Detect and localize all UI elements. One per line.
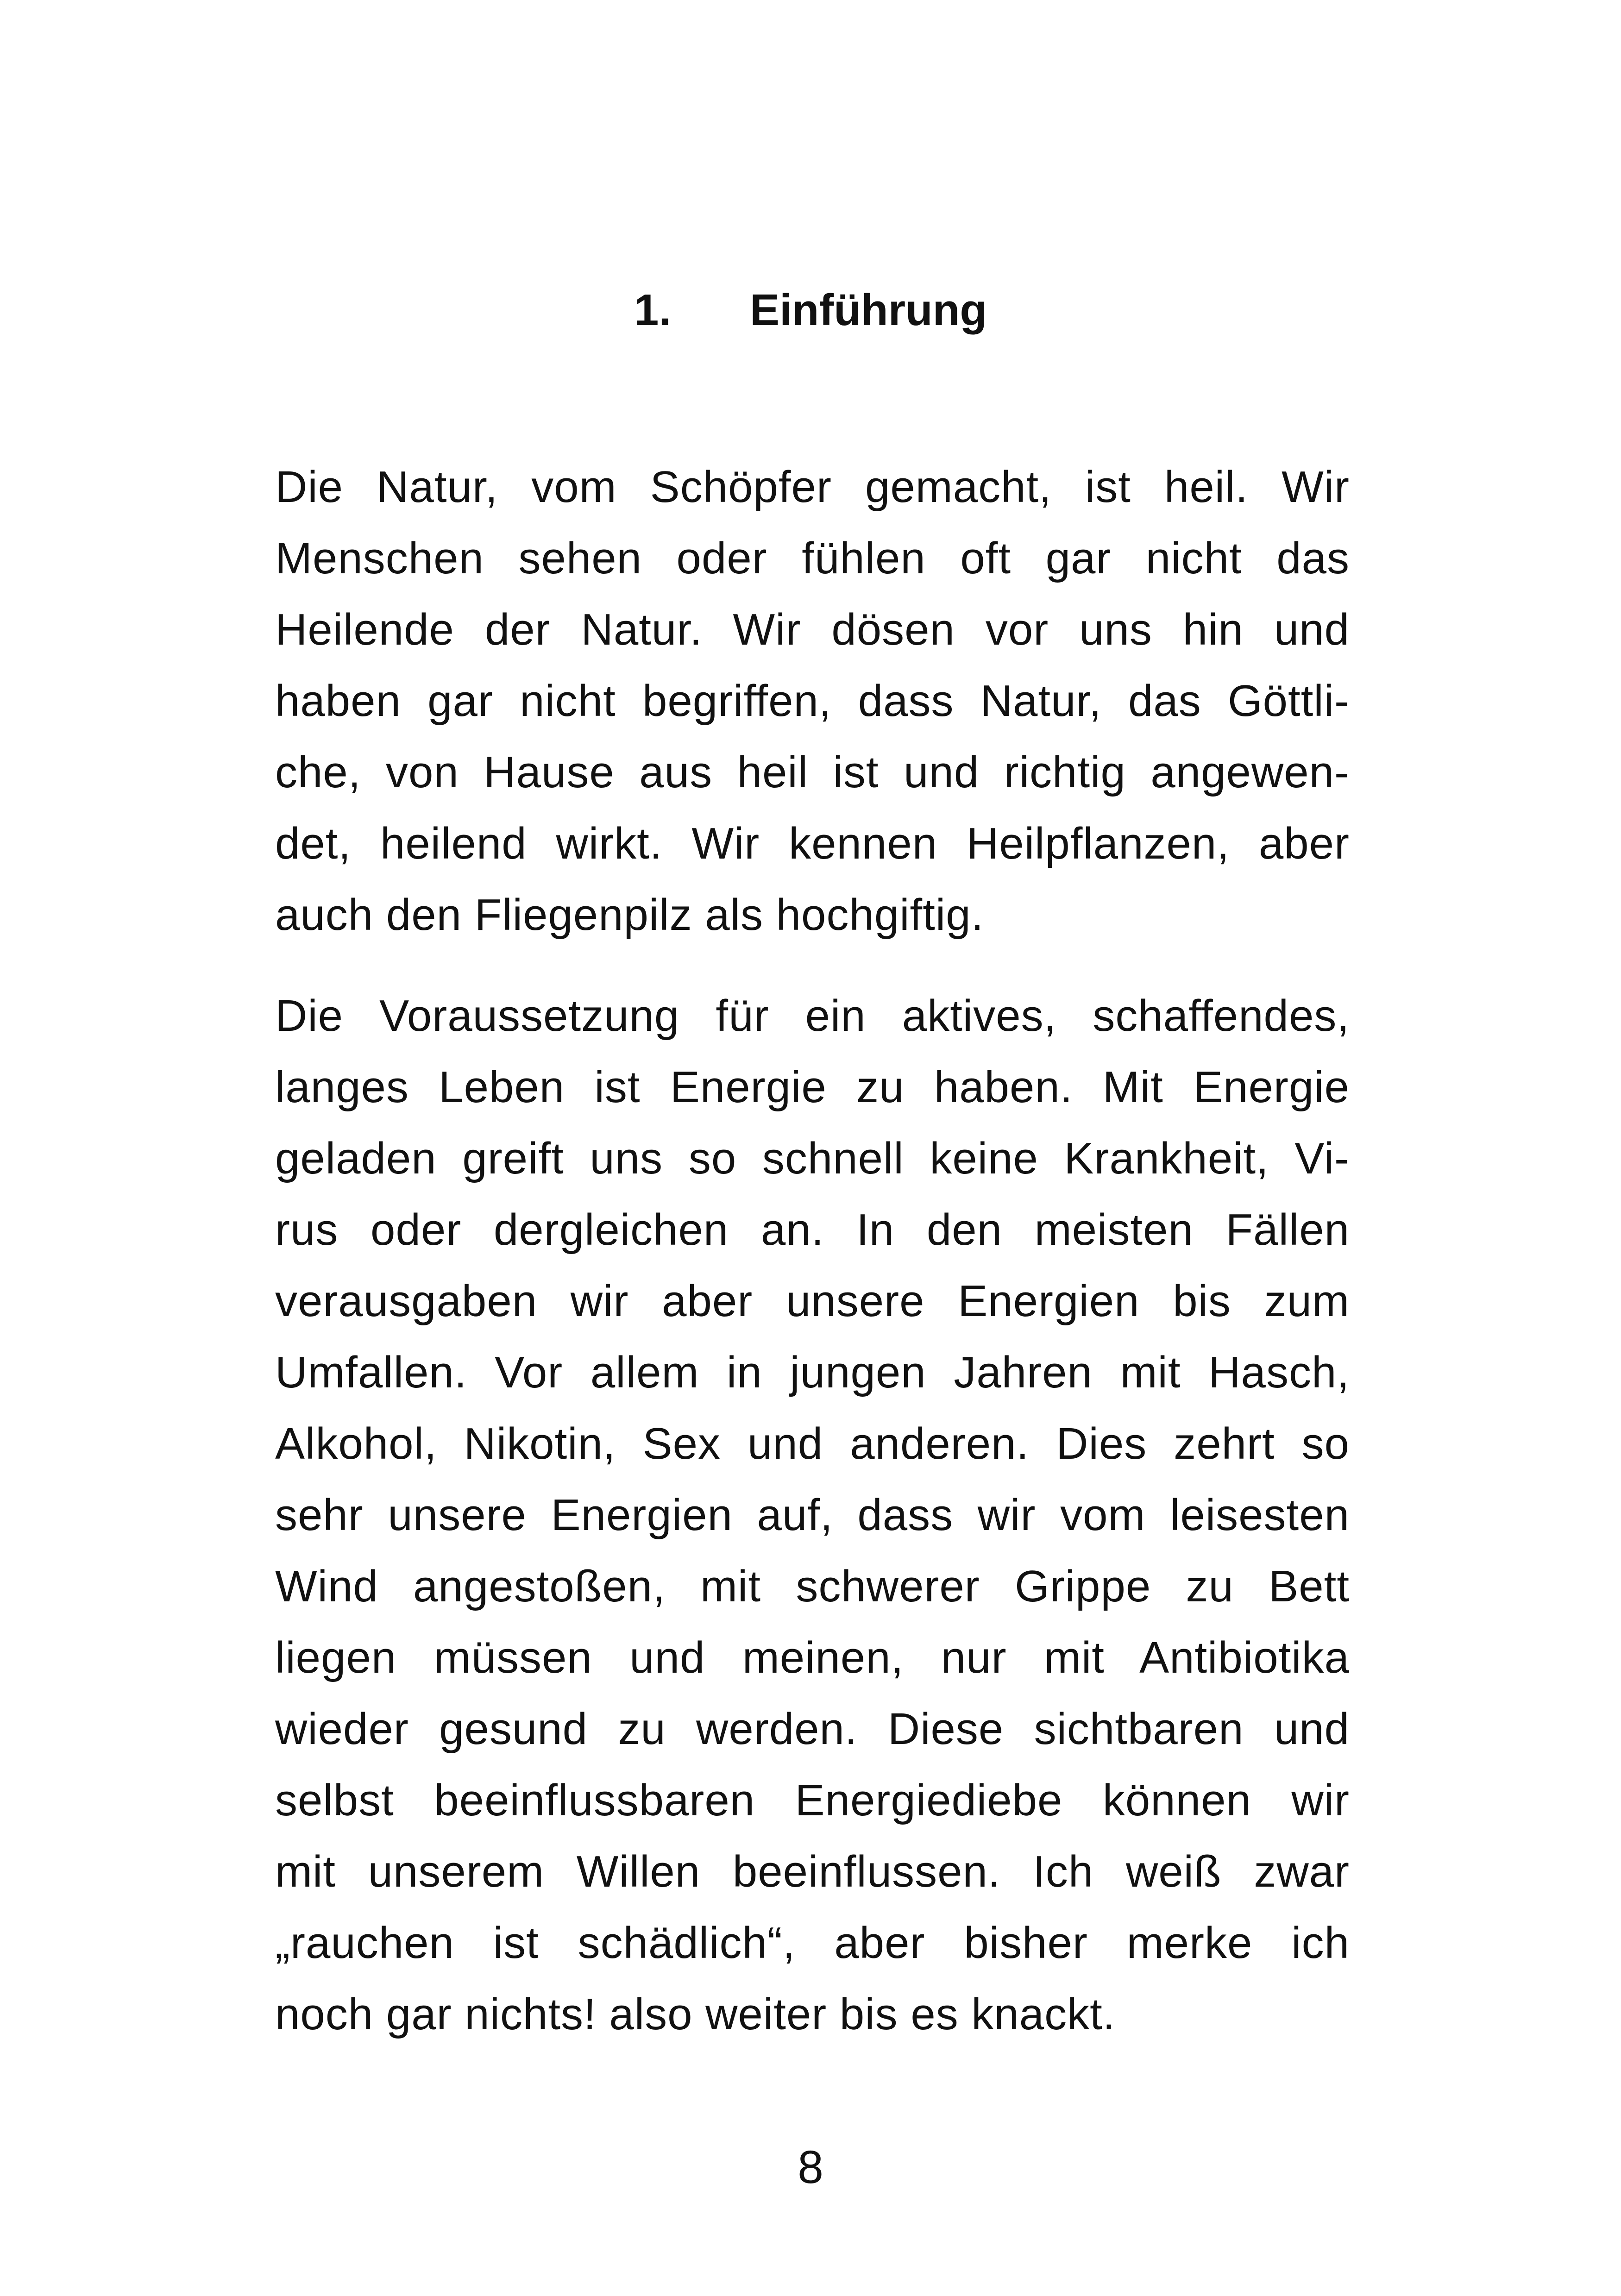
text-line: Alkohol, Nikotin, Sex und anderen. Dies zehrt so [275,1419,1350,1468]
chapter-title: Einführung [750,285,987,335]
page-number: 8 [798,2141,823,2193]
text-line: liegen müssen und meinen, nur mit Antibiotika [275,1633,1350,1682]
text-line: Die Natur, vom Schöpfer gemacht, ist heil. Wir [275,462,1350,512]
text-line: auch den Fliegenpilz als hochgiftig. [275,890,984,940]
text-line: langes Leben ist Energie zu haben. Mit Energie [275,1062,1350,1112]
text-line: Die Voraussetzung für ein aktives, schaffendes, [275,991,1350,1041]
text-line: wieder gesund zu werden. Diese sichtbaren und [275,1704,1350,1754]
text-line: noch gar nichts! also weiter bis es knackt. [275,1989,1116,2039]
text-line: geladen greift uns so schnell keine Krankheit, Vi- [275,1134,1350,1183]
text-line: „rauchen ist schädlich“, aber bisher merke ich [275,1918,1350,1968]
paragraph-1 [275,452,1350,951]
text-line: Umfallen. Vor allem in jungen Jahren mit Hasch, [275,1348,1350,1397]
text-line: verausgaben wir aber unsere Energien bis zum [275,1276,1350,1326]
text-line: Menschen sehen oder fühlen oft gar nicht das [275,533,1350,583]
text-line: det, heilend wirkt. Wir kennen Heilpflanzen, aber [275,819,1350,868]
paragraph-2 [275,980,1350,2050]
text-line: sehr unsere Energien auf, dass wir vom leisesten [275,1490,1350,1540]
text-line: selbst beeinflussbaren Energiediebe können wir [275,1775,1350,1825]
text-line: Heilende der Natur. Wir dösen vor uns hin und [275,605,1350,654]
chapter-heading [0,278,1621,343]
text-line: Wind angestoßen, mit schwerer Grippe zu Bett [275,1562,1350,1611]
text-line: che, von Hause aus heil ist und richtig angewen- [275,747,1350,797]
chapter-number: 1. [634,285,672,335]
text-line: mit unserem Willen beeinflussen. Ich weiß zwar [275,1847,1350,1896]
text-line: rus oder dergleichen an. In den meisten Fällen [275,1205,1350,1255]
text-line: haben gar nicht begriffen, dass Natur, das Göttli- [275,676,1350,726]
